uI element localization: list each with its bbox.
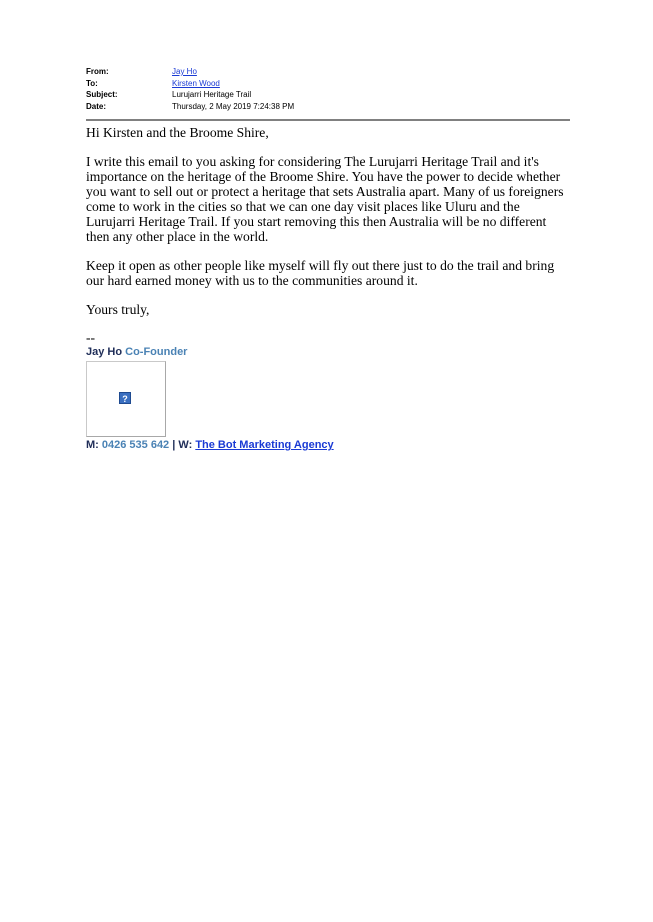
greeting: Hi Kirsten and the Broome Shire,: [86, 125, 269, 140]
email-body: [86, 125, 570, 317]
header-divider: [86, 119, 570, 121]
subject-value: Lurujarri Heritage Trail: [172, 90, 252, 99]
signature-contact: [86, 438, 570, 452]
subject-row: [86, 89, 294, 101]
contact-separator: |: [172, 439, 176, 451]
signature-role: Co-Founder: [125, 346, 188, 358]
from-row: [86, 66, 294, 78]
body-paragraph-2: Keep it open as other people like myself will fly out there just to do the trail and bring our hard earned money with us to the communities around it.: [86, 258, 555, 288]
web-label: W:: [178, 439, 193, 451]
closing: Yours truly,: [86, 302, 150, 317]
signature-dash: --: [86, 330, 96, 345]
from-link[interactable]: Jay Ho: [172, 67, 197, 76]
date-row: [86, 101, 294, 113]
from-label: From:: [86, 67, 109, 76]
date-label: Date:: [86, 101, 107, 111]
website-link[interactable]: The Bot Marketing Agency: [195, 439, 334, 451]
to-link[interactable]: Kirsten Wood: [172, 78, 220, 88]
to-label: To:: [86, 78, 98, 88]
to-row: [86, 78, 294, 90]
body-paragraph-1: I write this email to you asking for considering The Lurujarri Heritage Trail and it's importance on the heritage of the Broome Shire. You have the power to decide whether you want to sell out or protect a heritage that sets Australia apart. Many of us foreigners come to work in the cities so that we can one day visit places like Uluru and the Lurujarri Heritage Trail. If you start removing this then Australia will be no different then any other place in the world.: [86, 154, 564, 244]
signature-name-line: [86, 345, 570, 359]
broken-image-icon: ?: [119, 392, 131, 404]
signature-logo: [86, 361, 166, 437]
date-value: Thursday, 2 May 2019 7:24:38 PM: [172, 101, 295, 111]
signature-name: Jay Ho: [86, 346, 123, 358]
phone-number: 0426 535 642: [101, 439, 170, 451]
phone-label: M:: [86, 439, 99, 451]
email-printout: [86, 66, 570, 452]
subject-label: Subject:: [86, 90, 118, 99]
email-header: [86, 66, 294, 112]
